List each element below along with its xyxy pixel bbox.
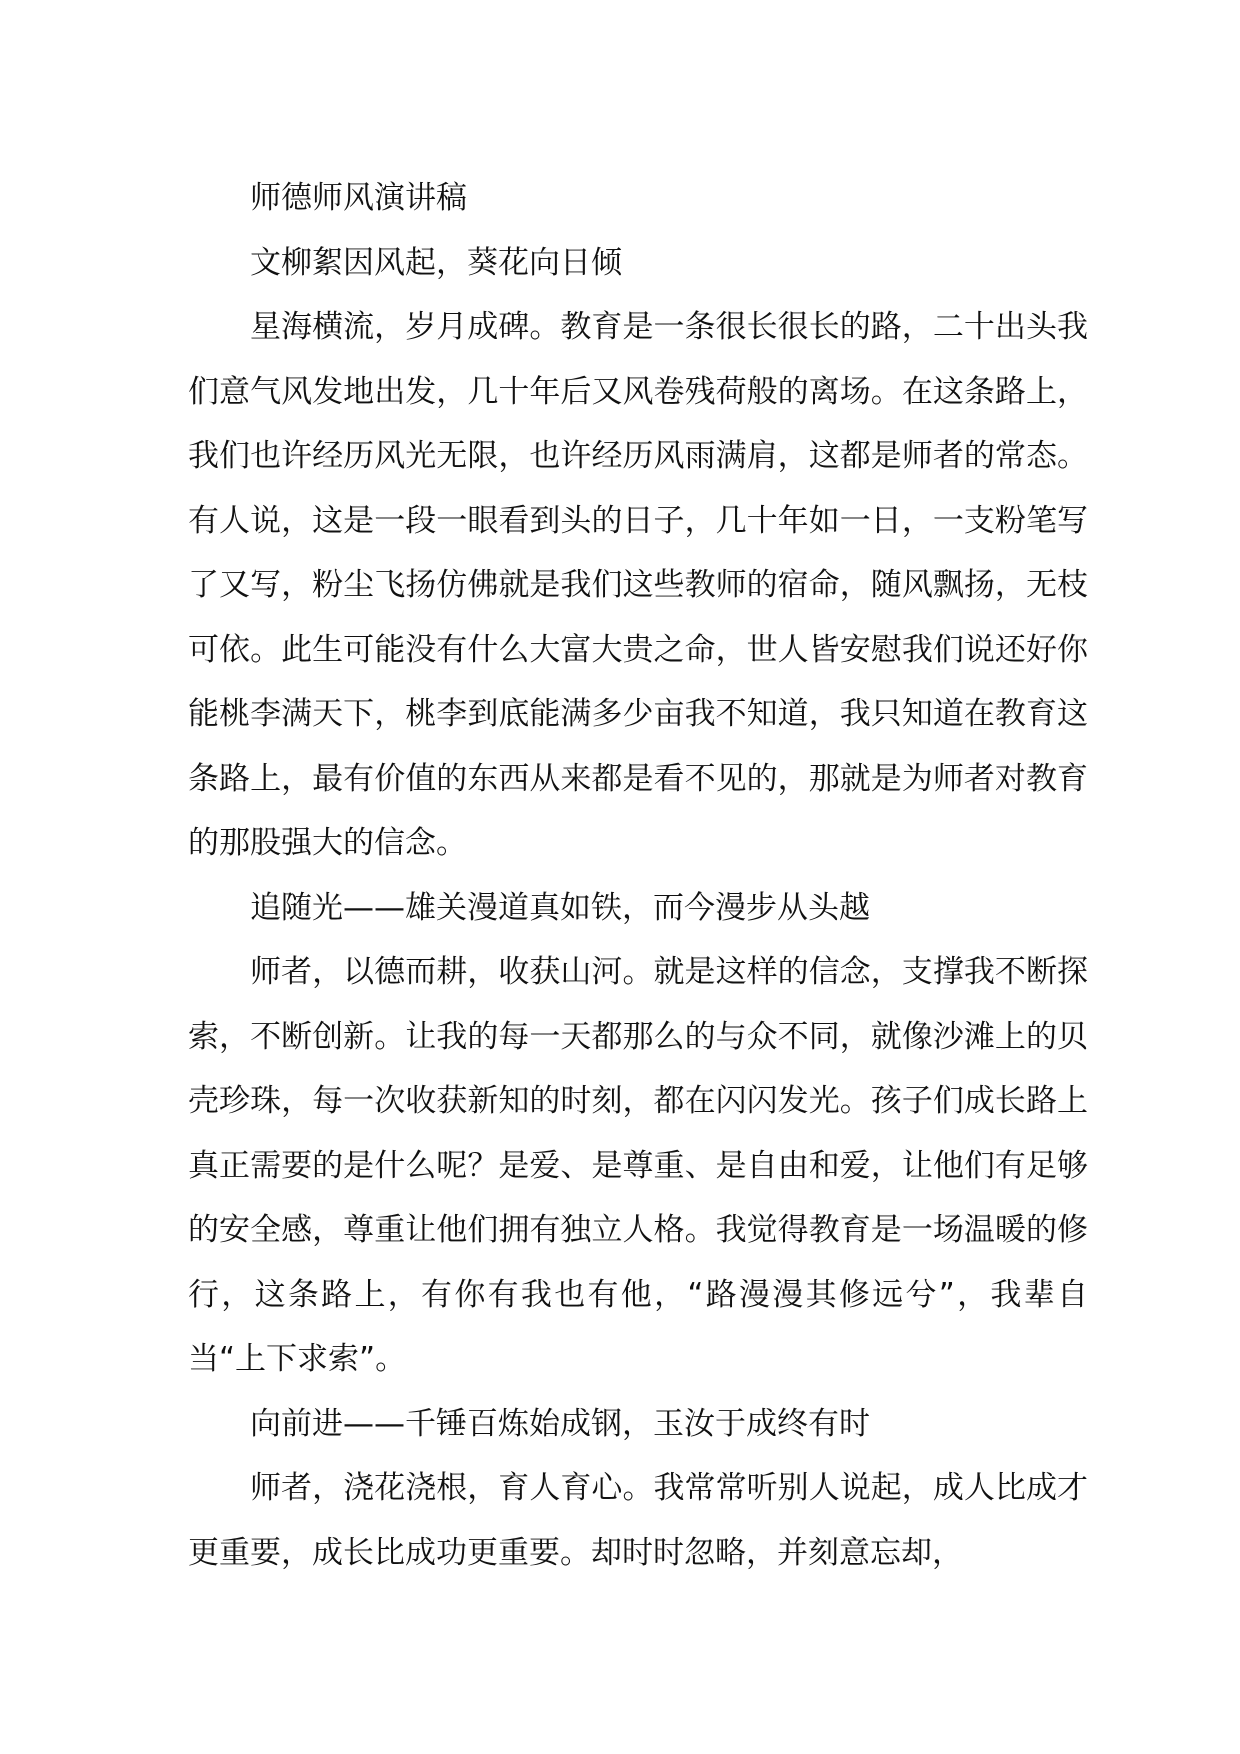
paragraph-follow-light: 师者，以德而耕，收获山河。就是这样的信念，支撑我不断探索，不断创新。让我的每一天都那么的与众不同，就像沙滩上的贝壳珍珠，每一次收获新知的时刻，都在闪闪发光。孩子们成长路上真正需要的是什么呢？是爱、是尊重、是自由和爱，让他们有足够的安全感，尊重让他们拥有独立人格。我觉得教育是一场温暖的修行，这条路上，有你有我也有他，“路漫漫其修远兮”，我辈自当“上下求索”。 xyxy=(188,954,1088,1377)
document-title: 师德师风演讲稿 xyxy=(250,180,467,216)
paragraph-move-forward: 师者，浇花浇根，育人育心。我常常听别人说起，成人比成才更重要，成长比成功更重要。却时时忽略，并刻意忘却， xyxy=(188,1470,1088,1571)
section-heading-move-forward: 向前进——千锤百炼始成钢，玉汝于成终有时 xyxy=(250,1405,870,1442)
document-subtitle: 文柳絮因风起，葵花向日倾 xyxy=(250,244,622,281)
paragraph-intro: 星海横流，岁月成碑。教育是一条很长很长的路，二十出头我们意气风发地出发，几十年后又风卷残荷般的离场。在这条路上，我们也许经历风光无限，也许经历风雨满肩，这都是师者的常态。有人说，这是一段一眼看到头的日子，几十年如一日，一支粉笔写了又写，粉尘飞扬仿佛就是我们这些教师的宿命，随风飘扬，无枝可依。此生可能没有什么大富大贵之命，世人皆安慰我们说还好你能桃李满天下，桃李到底能满多少亩我不知道，我只知道在教育这条路上，最有价值的东西从来都是看不见的，那就是为师者对教育的那股强大的信念。 xyxy=(188,309,1088,861)
document-body xyxy=(188,166,1088,1585)
section-heading-follow-light: 追随光——雄关漫道真如铁，而今漫步从头越 xyxy=(250,889,870,926)
